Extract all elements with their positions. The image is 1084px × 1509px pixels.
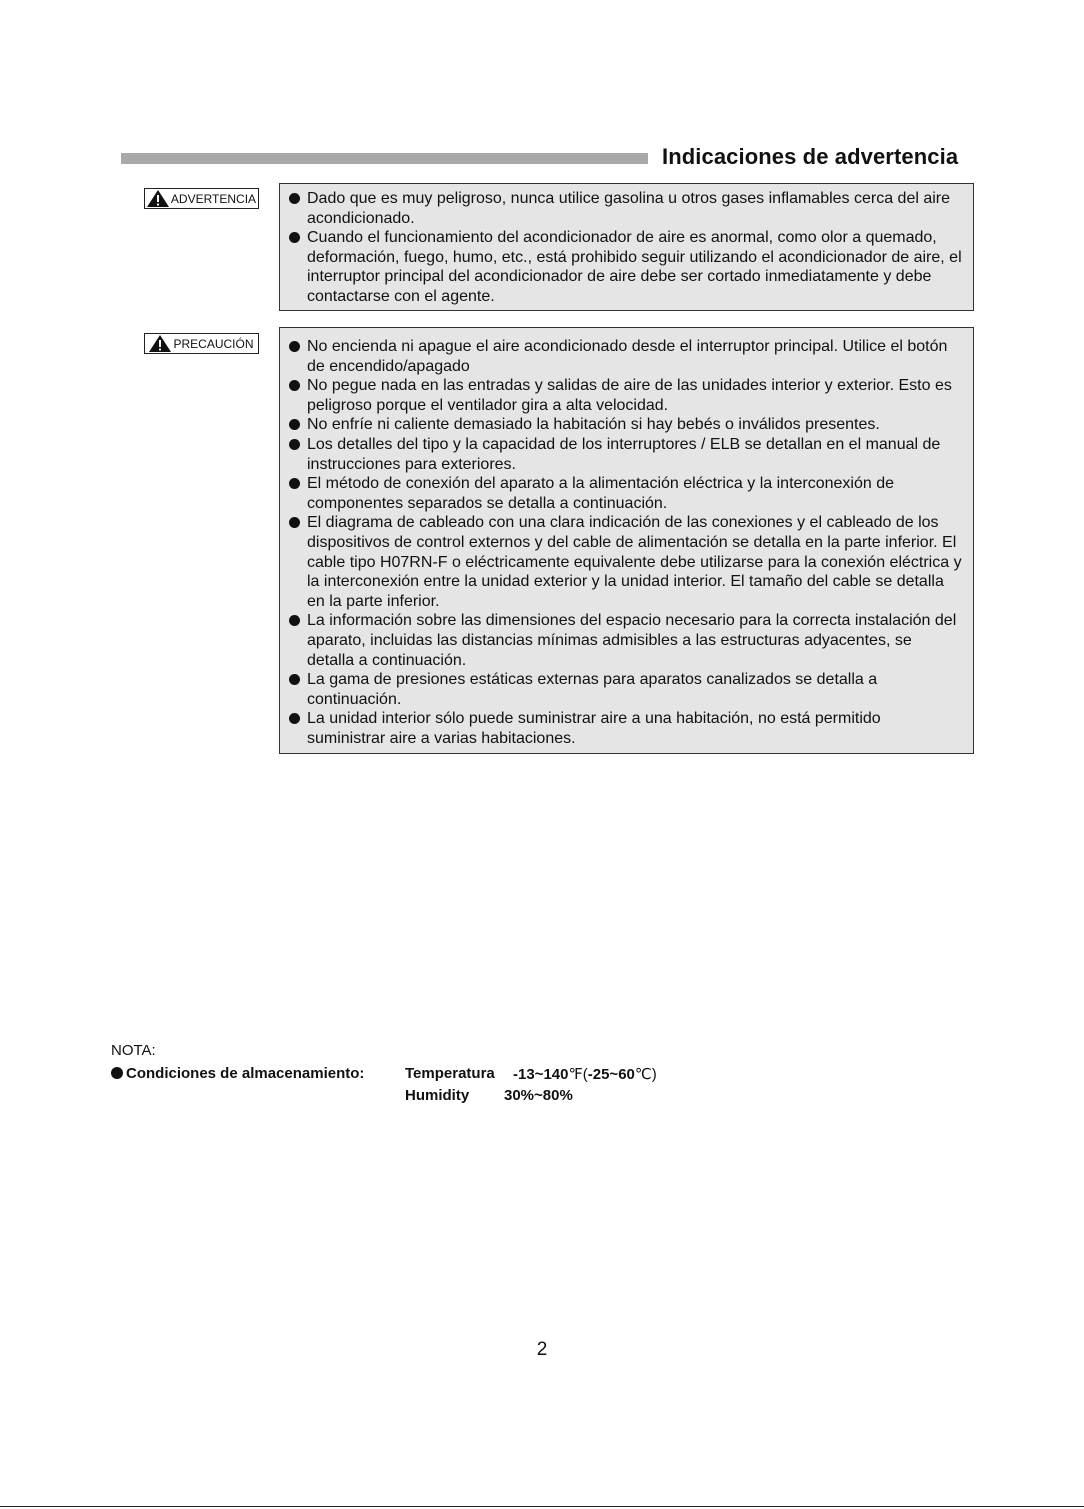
list-item: Cuando el funcionamiento del acondicionador de aire es anormal, como olor a quemado, deformación, fuego, humo, etc., está prohibido seguir utilizando el acondicionador de aire, el interruptor principal del acondicionador de aire debe ser cortado inmediatamente y debe contactarse con el agente. xyxy=(280,228,973,306)
bullet-icon xyxy=(289,615,300,626)
note-label: NOTA: xyxy=(111,1042,156,1059)
bullet-icon xyxy=(289,517,300,528)
bullet-icon xyxy=(289,674,300,685)
warning-box xyxy=(279,183,974,311)
warning-label-text: ADVERTENCIA xyxy=(170,191,257,206)
warning-list xyxy=(280,189,973,307)
bullet-icon xyxy=(289,478,300,489)
bullet-icon xyxy=(289,232,300,243)
bullet-icon xyxy=(289,193,300,204)
bullet-icon xyxy=(289,713,300,724)
caution-box xyxy=(279,327,974,754)
list-item: Dado que es muy peligroso, nunca utilice gasolina u otros gases inflamables cerca del aire acondicionado. xyxy=(280,189,973,228)
bullet-icon xyxy=(111,1067,123,1079)
storage-label: Condiciones de almacenamiento: xyxy=(126,1065,365,1082)
list-item: El método de conexión del aparato a la alimentación eléctrica y la interconexión de componentes separados se detalla a continuación. xyxy=(280,474,973,513)
page-number: 2 xyxy=(536,1339,548,1360)
caution-label xyxy=(144,333,259,354)
temperature-value: -13~140℉(-25~60℃) xyxy=(513,1066,657,1083)
list-item: No enfríe ni caliente demasiado la habitación si hay bebés o inválidos presentes. xyxy=(280,415,973,435)
humidity-label: Humidity xyxy=(405,1087,470,1104)
list-item: El diagrama de cableado con una clara indicación de las conexiones y el cableado de los dispositivos de control externos y del cable de alimentación se detalla en la parte inferior. El cable tipo H07RN-F o eléctricamente equivalente debe utilizarse para la conexión eléctrica y la interconexión entre la unidad exterior y la unidad interior. El tamaño del cable se detalla en la parte inferior. xyxy=(280,513,973,611)
warning-label xyxy=(144,188,259,209)
list-item: La unidad interior sólo puede suministrar aire a una habitación, no está permitido suministrar aire a varias habitaciones. xyxy=(280,709,973,748)
warning-triangle-icon xyxy=(149,335,171,352)
list-item: La gama de presiones estáticas externas para aparatos canalizados se detalla a continuación. xyxy=(280,670,973,709)
list-item: No encienda ni apague el aire acondicionado desde el interruptor principal. Utilice el botón de encendido/apagado xyxy=(280,337,973,376)
humidity-line xyxy=(405,1087,573,1104)
header-bar xyxy=(121,153,648,164)
storage-conditions xyxy=(111,1065,657,1083)
list-item: La información sobre las dimensiones del espacio necesario para la correcta instalación del aparato, incluidas las distancias mínimas admisibles a las estructuras adyacentes, se detalla a continuación. xyxy=(280,611,973,670)
caution-label-text: PRECAUCIÓN xyxy=(173,336,254,351)
humidity-value: 30%~80% xyxy=(504,1087,573,1104)
temperature-label: Temperatura xyxy=(405,1065,495,1082)
list-item: No pegue nada en las entradas y salidas de aire de las unidades interior y exterior. Esto es peligroso porque el ventilador gira a alta velocidad. xyxy=(280,376,973,415)
bullet-icon xyxy=(289,419,300,430)
warning-triangle-icon xyxy=(147,190,169,207)
section-title: Indicaciones de advertencia xyxy=(662,144,959,169)
list-item: Los detalles del tipo y la capacidad de los interruptores / ELB se detallan en el manual de instrucciones para exteriores. xyxy=(280,435,973,474)
bullet-icon xyxy=(289,341,300,352)
caution-list xyxy=(280,337,973,748)
bullet-icon xyxy=(289,439,300,450)
bullet-icon xyxy=(289,380,300,391)
bottom-rule xyxy=(0,1506,1084,1507)
